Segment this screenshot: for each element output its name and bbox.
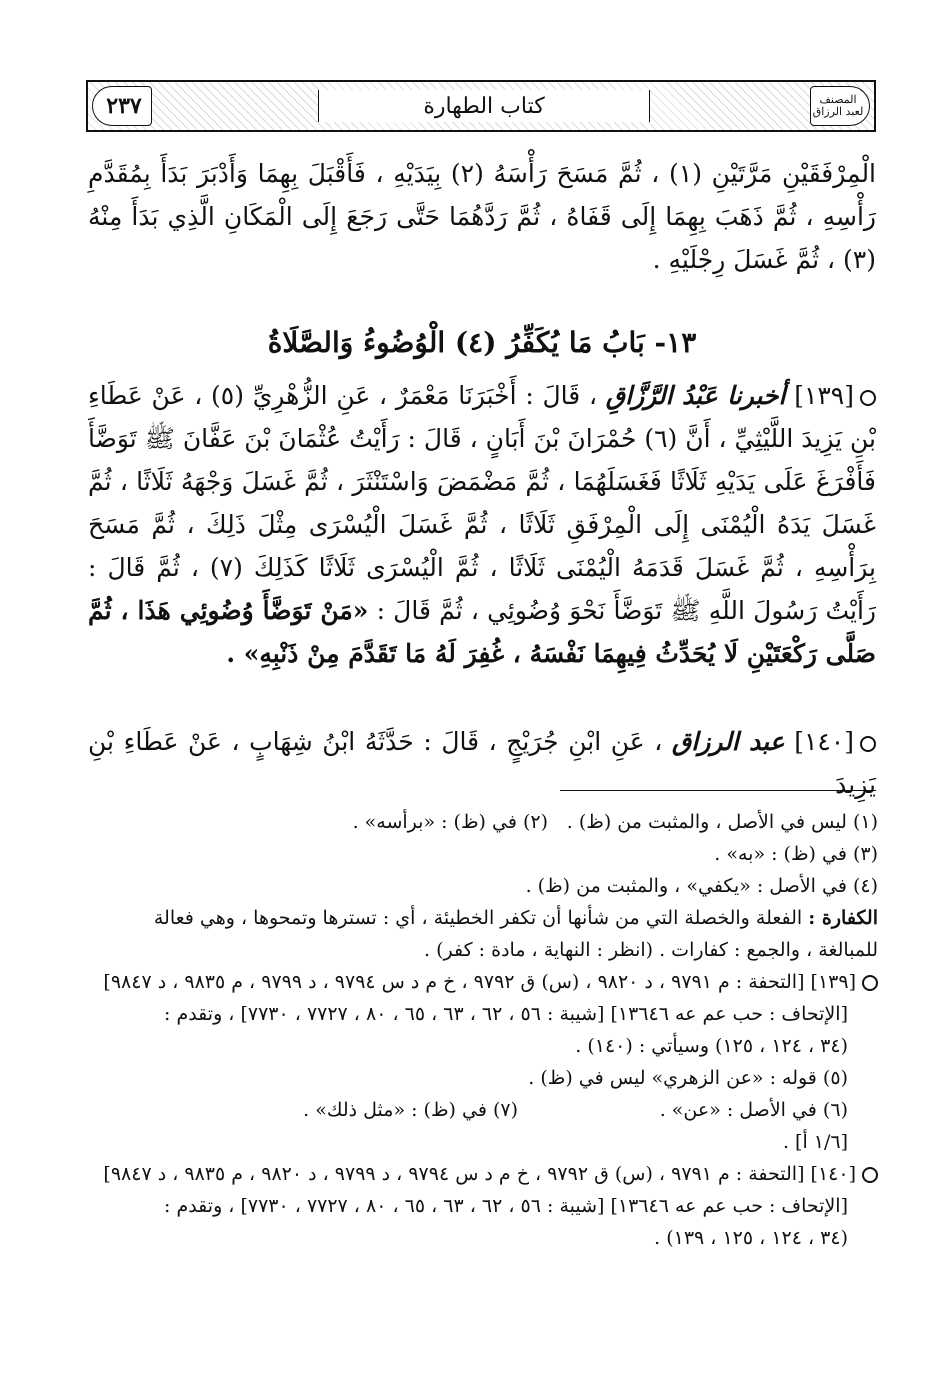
footnote-row	[84, 1094, 878, 1126]
takhrij-139-line-2: [الإتحاف : حب عم عه ١٣٦٤٦] [شيبة : ٥٦ ، ٦٢ ، ٦٣ ، ٦٥ ، ٨٠ ، ٧٧٢٧ ، ٧٧٣٠] ، وتقدم :	[164, 1003, 848, 1025]
takhrij-140-line-2: [الإتحاف : حب عم عه ١٣٦٤٦] [شيبة : ٥٦ ، ٦٢ ، ٦٣ ، ٦٥ ، ٨٠ ، ٧٧٢٧ ، ٧٧٣٠] ، وتقدم :	[164, 1195, 848, 1217]
hadith-marker-icon	[860, 736, 876, 752]
kaffara-note	[84, 902, 878, 934]
takhrij-139-line-1: [١٣٩] [التحفة : م ٩٧٩١ ، د ٩٨٢٠ ، (س) ق ٩٧٩٢ ، خ م د س ٩٧٩٤ ، د ٩٧٩٩ ، م ٩٨٣٥ ، د ٩٨٤٧]	[84, 966, 878, 998]
hadith-quote: «مَنْ تَوَضَّأَ وُضُوئِي هَذَا ، ثُمَّ صَلَّى رَكْعَتَيْنِ لَا يُحَدِّثُ فِيهِمَا نَفْسَهُ ، غُفِرَ لَهُ مَا تَقَدَّمَ مِنْ ذَنْبِهِ» .	[88, 596, 876, 668]
takhrij-140-line-1: [١٤٠] [التحفة : م ٩٧٩١ ، (س) ق ٩٧٩٢ ، خ م د س ٩٧٩٤ ، د ٩٧٩٩ ، د ٩٨٢٠ ، م ٩٨٣٥ ، د ٩٨٤٧]	[84, 1158, 878, 1190]
kaffara-line-2: للمبالغة ، والجمع : كفارات . (انظر : النهاية ، مادة : كفر) .	[424, 939, 878, 961]
footnote-1: (١) ليس في الأصل ، والمثبت من (ظ) .	[566, 811, 878, 833]
folio-reference: [١/٦ أ] .	[782, 1131, 848, 1153]
hadith-number: [١٣٩]	[794, 381, 855, 410]
footnote-7: (٧) في (ظ) : «مثل ذلك» .	[303, 1099, 518, 1121]
footnote-6: (٦) في الأصل : «عن» .	[659, 1099, 848, 1121]
chapter-title: كتاب الطهارة	[318, 90, 650, 122]
hadith-140	[88, 720, 876, 806]
hadith-marker-icon	[862, 1167, 878, 1183]
footnote-divider	[560, 790, 876, 791]
footnote-2: (٢) في (ظ) : «برأسه» .	[352, 811, 548, 833]
footnotes	[84, 806, 878, 1254]
hadith-marker-icon	[860, 390, 876, 406]
hadith-marker-icon	[862, 975, 878, 991]
hadith-139	[88, 374, 876, 675]
page-header	[86, 80, 876, 132]
footnote-5: (٥) قوله : «عن الزهري» ليس في (ظ) .	[528, 1067, 848, 1089]
kaffara-label: الكفارة :	[808, 907, 878, 929]
hadith-narrator: أخبرنا عَبْدُ الرَّزَّاقِ	[605, 381, 786, 410]
hadith-number: [١٤٠]	[794, 727, 855, 756]
hadith-text: ، قَالَ : أَخْبَرَنَا مَعْمَرٌ ، عَنِ الزُّهْرِيِّ (٥) ، عَنْ عَطَاءِ بْنِ يَزِيدَ اللَّيْثِيِّ ، أَنَّ (٦) حُمْرَانَ بْنَ أَبَانٍ ، قَالَ : رَأَيْتُ عُثْمَانَ بْنَ عَفَّانَ ﷺ تَوَضَّأَ فَأَفْرَغَ عَلَى يَدَيْهِ ثَلَاثًا فَغَسَلَهُمَا ، ثُمَّ مَضْمَضَ وَاسْتَنْثَرَ ، ثُمَّ غَسَلَ وَجْهَهُ ثَلَاثًا ، ثُمَّ غَسَلَ يَدَهُ الْيُمْنَى إِلَى الْمِرْفَقِ ثَلَاثًا ، ثُمَّ غَسَلَ الْيُسْرَى مِثْلَ ذَلِكَ ، ثُمَّ مَسَحَ بِرَأْسِهِ ، ثُمَّ غَسَلَ قَدَمَهُ الْيُمْنَى ثَلَاثًا ، ثُمَّ الْيُسْرَى ثَلَاثًا كَذَلِكَ (٧) ، ثُمَّ قَالَ : رَأَيْتُ رَسُولَ اللَّهِ ﷺ تَوَضَّأَ نَحْوَ وُضُوئِي ، ثُمَّ قَالَ :	[88, 381, 877, 625]
footnote-row	[84, 806, 878, 838]
page-number: ٢٣٧	[106, 93, 142, 119]
lead-paragraph	[88, 152, 876, 281]
footnote-4: (٤) في الأصل : «يكفي» ، والمثبت من (ظ) .	[525, 875, 878, 897]
kaffara-line-1: الفعلة والخصلة التي من شأنها أن تكفر الخطيئة ، أي : تسترها وتمحوها ، وهي فعالة	[153, 907, 803, 929]
book-logo: المصنف لعبد الرزاق	[812, 93, 864, 118]
hadith-text: ، عَنِ ابْنِ جُرَيْجٍ ، قَالَ : حَدَّثَهُ ابْنُ شِهَابٍ ، عَنْ عَطَاءِ بْنِ يَزِيدَ	[88, 727, 876, 799]
chapter-heading: ١٣- بَابُ مَا يُكَفِّرُ (٤) الْوُضُوءُ وَالصَّلَاةُ	[267, 326, 697, 359]
takhrij-140-line-3: (٣٤ ، ١٢٤ ، ١٢٥ ، ١٣٩) .	[654, 1227, 848, 1249]
hadith-narrator: عبد الرزاق	[671, 727, 785, 756]
footnote-3: (٣) في (ظ) : «به» .	[714, 843, 878, 865]
lead-text: الْمِرْفَقَيْنِ مَرَّتَيْنِ (١) ، ثُمَّ مَسَحَ رَأْسَهُ (٢) بِيَدَيْهِ ، فَأَقْبَلَ بِهِمَا وَأَدْبَرَ بَدَأَ بِمُقَدَّمِ رَأْسِهِ ، ثُمَّ ذَهَبَ بِهِمَا إِلَى قَفَاهُ ، ثُمَّ رَدَّهُمَا حَتَّى رَجَعَ إِلَى الْمَكَانِ الَّذِي بَدَأَ مِنْهُ (٣) ، ثُمَّ غَسَلَ رِجْلَيْهِ .	[88, 159, 877, 274]
takhrij-139-line-3: (٣٤ ، ١٢٤ ، ١٢٥) وسيأتي : (١٤٠) .	[575, 1035, 848, 1057]
